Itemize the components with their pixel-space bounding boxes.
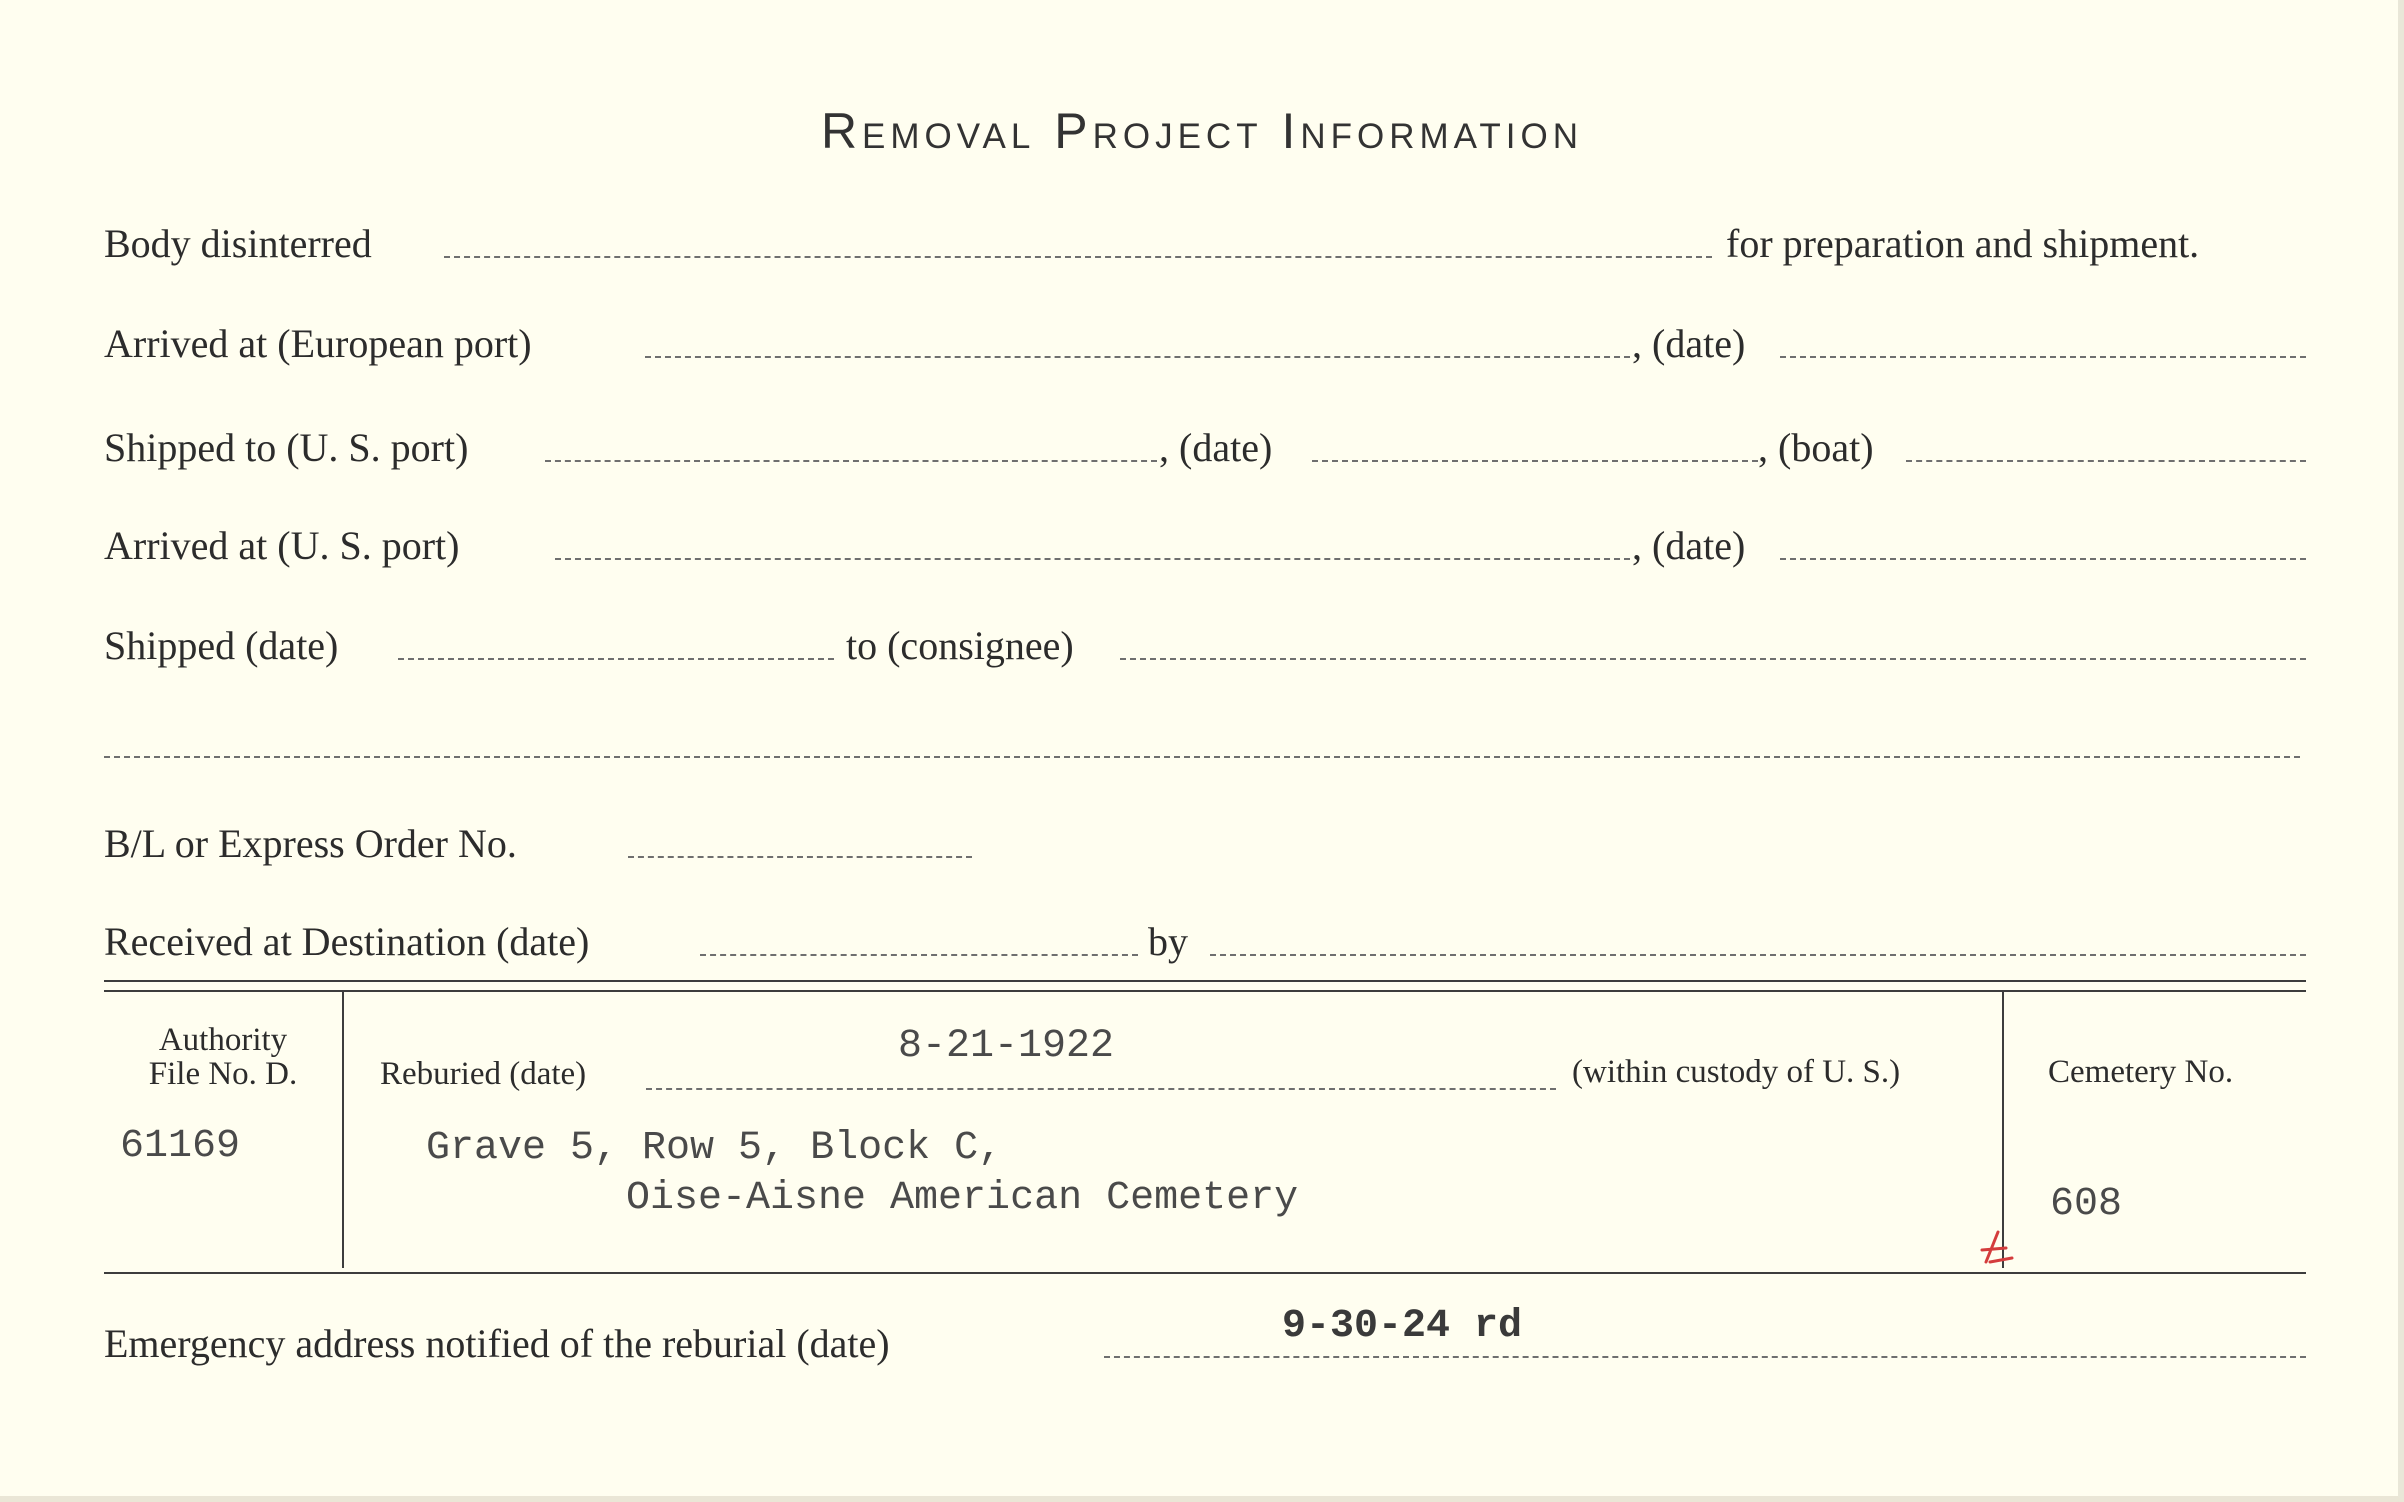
authority-label: Authority bbox=[158, 1022, 288, 1058]
arrived-date-line bbox=[1780, 558, 2306, 560]
shipped-date-label: , (date) bbox=[1159, 425, 1273, 470]
shipped-date-only-label: Shipped (date) bbox=[104, 623, 339, 668]
section-rule-bottom bbox=[104, 1272, 2306, 1274]
emergency-date-line bbox=[1104, 1356, 2306, 1358]
arrived-european-port-label: Arrived at (European port) bbox=[104, 321, 532, 366]
section-rule-top-second bbox=[104, 990, 2306, 992]
european-date-line bbox=[1780, 356, 2306, 358]
received-date-line bbox=[700, 954, 1138, 956]
reburied-date-value: 8-21-1922 bbox=[898, 1024, 1115, 1069]
shipped-date-only-line bbox=[398, 658, 834, 660]
bl-order-label: B/L or Express Order No. bbox=[104, 821, 517, 866]
body-disinterred-label: Body disinterred bbox=[104, 221, 372, 266]
emergency-date-value: 9-30-24 rd bbox=[1282, 1304, 1523, 1349]
shipped-date-line bbox=[1312, 460, 1758, 462]
emergency-address-label: Emergency address notified of the reburial (date) bbox=[104, 1321, 890, 1366]
section-rule-top bbox=[104, 980, 2306, 982]
cemetery-number-label: Cemetery No. bbox=[2048, 1054, 2234, 1090]
us-port-shipped-line bbox=[545, 460, 1157, 462]
boat-label: , (boat) bbox=[1758, 425, 1874, 470]
cemetery-divider bbox=[2002, 992, 2004, 1268]
cemetery-number-value: 608 bbox=[2050, 1182, 2123, 1227]
consignee-label: to (consignee) bbox=[846, 623, 1074, 668]
bl-order-line bbox=[628, 856, 972, 858]
reburied-label: Reburied (date) bbox=[380, 1056, 587, 1092]
consignee-line bbox=[1120, 658, 2306, 660]
authority-divider bbox=[342, 992, 344, 1268]
arrived-us-port-label: Arrived at (U. S. port) bbox=[104, 523, 460, 568]
european-port-line bbox=[645, 356, 1630, 358]
received-by-label: by bbox=[1148, 919, 1188, 964]
consignee-continuation-line bbox=[104, 756, 2300, 758]
body-disinterred-line bbox=[444, 256, 1712, 258]
european-date-label: , (date) bbox=[1632, 321, 1746, 366]
us-port-arrived-line bbox=[555, 558, 1630, 560]
arrived-date-label: , (date) bbox=[1632, 523, 1746, 568]
red-check-mark-icon bbox=[1976, 1228, 2016, 1268]
received-destination-label: Received at Destination (date) bbox=[104, 919, 590, 964]
shipped-us-port-label: Shipped to (U. S. port) bbox=[104, 425, 469, 470]
within-custody-label: (within custody of U. S.) bbox=[1572, 1054, 1901, 1090]
grave-location-line-2: Oise-Aisne American Cemetery bbox=[626, 1176, 1299, 1221]
preparation-shipment-label: for preparation and shipment. bbox=[1726, 221, 2200, 266]
form-title: Removal Project Information bbox=[820, 103, 1584, 159]
authority-file-number: 61169 bbox=[120, 1124, 241, 1169]
boat-line bbox=[1906, 460, 2306, 462]
reburied-date-line bbox=[646, 1088, 1556, 1090]
file-number-label: File No. D. bbox=[148, 1056, 298, 1092]
received-by-line bbox=[1210, 954, 2306, 956]
grave-location-line-1: Grave 5, Row 5, Block C, bbox=[426, 1126, 1003, 1171]
